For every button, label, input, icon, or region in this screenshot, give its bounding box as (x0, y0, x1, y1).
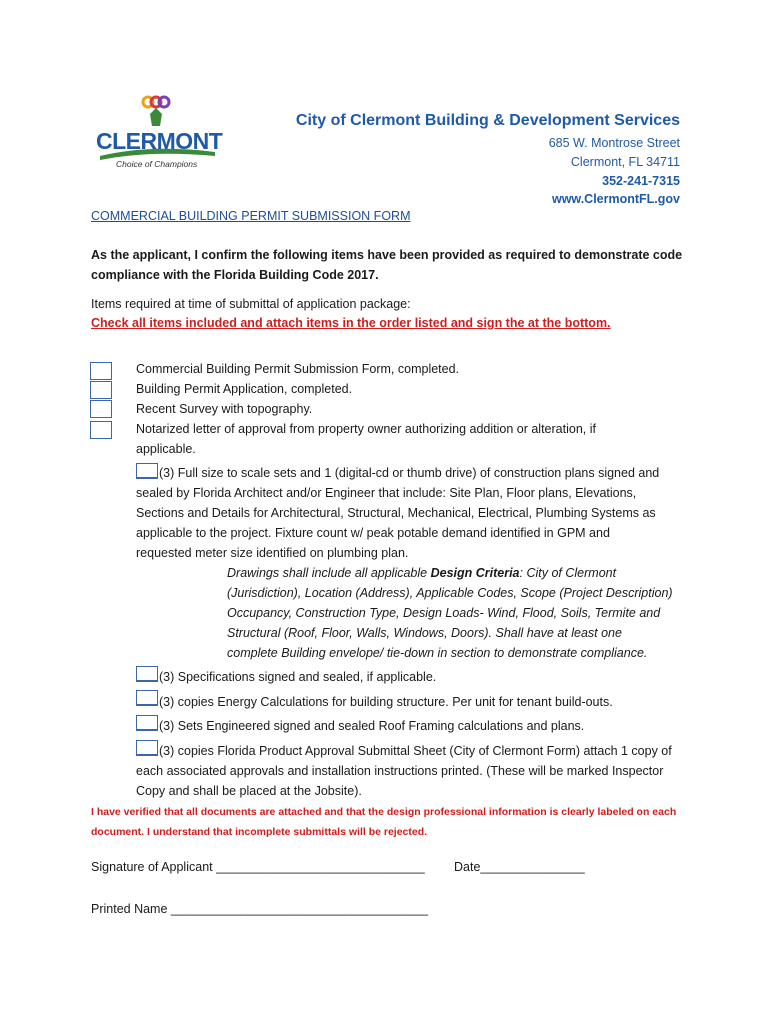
phone-number: 352-241-7315 (602, 174, 680, 188)
item-submission-form: Commercial Building Permit Submission Form, completed. (136, 362, 460, 376)
clermont-logo (90, 92, 225, 174)
city-state-zip: Clermont, FL 34711 (570, 155, 680, 169)
checkbox-construction-plans[interactable] (136, 463, 158, 479)
intro-statement: As the applicant, I confirm the following items have been provided as required to demonstrate code compliance with the Florida Building Code 2017. (91, 248, 683, 282)
item-specifications: (3) Specifications signed and sealed, if applicable. (159, 670, 437, 684)
form-title: COMMERCIAL BUILDING PERMIT SUBMISSION FORM (91, 209, 411, 223)
logo-ring-purple (159, 97, 169, 107)
logo-wordmark: CLERMONT (96, 128, 223, 154)
checkbox-permit-application[interactable] (90, 381, 112, 399)
applicant-signature-line[interactable]: Signature of Applicant ______________________________ (91, 860, 425, 874)
department-title: City of Clermont Building & Development Services (295, 112, 680, 129)
printed-name-line[interactable]: Printed Name _____________________________________ (91, 902, 429, 916)
item-product-approval-l2: each associated approvals and installation instructions printed. (These will be marked Inspector (136, 764, 664, 778)
item-permit-application: Building Permit Application, completed. (136, 382, 353, 396)
item-construction-plans-l3: Sections and Details for Architectural, Structural, Mechanical, Electrical, Plumbing Systems as (136, 506, 656, 520)
logo-tagline: Choice of Champions (116, 159, 198, 169)
date-line[interactable]: Date_______________ (454, 860, 585, 874)
item-construction-plans-l2: sealed by Florida Architect and/or Engineer that include: Site Plan, Floor plans, Elevations, (136, 486, 637, 500)
design-criteria-l3: Occupancy, Construction Type, Design Loads- Wind, Flood, Soils, Termite and (227, 606, 661, 620)
design-criteria-l1 (227, 566, 616, 580)
item-product-approval-l3: Copy and shall be placed at the Jobsite). (136, 784, 362, 798)
item-recent-survey: Recent Survey with topography. (136, 402, 313, 416)
checkbox-roof-framing[interactable] (136, 715, 158, 731)
design-criteria-l5: complete Building envelope/ tie-down in section to demonstrate compliance. (227, 646, 648, 660)
item-energy-calculations: (3) copies Energy Calculations for building structure. Per unit for tenant build-outs. (159, 695, 613, 709)
item-notarized-letter-l1: Notarized letter of approval from property owner authorizing addition or alteration, if (136, 422, 596, 436)
website-link[interactable]: www.ClermontFL.gov (551, 192, 680, 206)
design-criteria-suffix: : City of Clermont (519, 566, 617, 580)
checkbox-recent-survey[interactable] (90, 400, 112, 418)
street-address: 685 W. Montrose Street (548, 136, 680, 150)
checkbox-energy-calculations[interactable] (136, 690, 158, 706)
item-roof-framing: (3) Sets Engineered signed and sealed Roof Framing calculations and plans. (159, 719, 585, 733)
checkbox-product-approval[interactable] (136, 740, 158, 756)
design-criteria-l2: (Jurisdiction), Location (Address), Applicable Codes, Scope (Project Description) (227, 586, 673, 600)
items-required-label: Items required at time of submittal of application package: (91, 297, 411, 311)
item-product-approval-l1: (3) copies Florida Product Approval Submittal Sheet (City of Clermont Form) attach 1 copy of (159, 744, 672, 758)
checkbox-notarized-letter[interactable] (90, 421, 112, 439)
item-construction-plans-l5: requested meter size identified on plumbing plan. (136, 546, 409, 560)
checkbox-specifications[interactable] (136, 666, 158, 682)
item-construction-plans-l1: (3) Full size to scale sets and 1 (digital-cd or thumb drive) of construction plans signed and (159, 466, 660, 480)
design-criteria-label: Design Criteria (430, 566, 520, 580)
design-criteria-prefix: Drawings shall include all applicable (227, 566, 431, 580)
checkbox-submission-form[interactable] (90, 362, 112, 380)
verification-statement: I have verified that all documents are attached and that the design professional information is clearly labeled on each document. I understand that incomplete submittals will be rejected. (91, 806, 677, 838)
checklist-instruction: Check all items included and attach items in the order listed and sign the at the bottom. (91, 316, 611, 330)
item-construction-plans-l4: applicable to the project. Fixture count w/ peak potable demand identified in GPM and (136, 526, 610, 540)
design-criteria-l4: Structural (Roof, Floor, Walls, Windows, Doors). Shall have at least one (227, 626, 622, 640)
logo-figure (150, 108, 162, 126)
item-notarized-letter-l2: applicable. (136, 442, 196, 456)
